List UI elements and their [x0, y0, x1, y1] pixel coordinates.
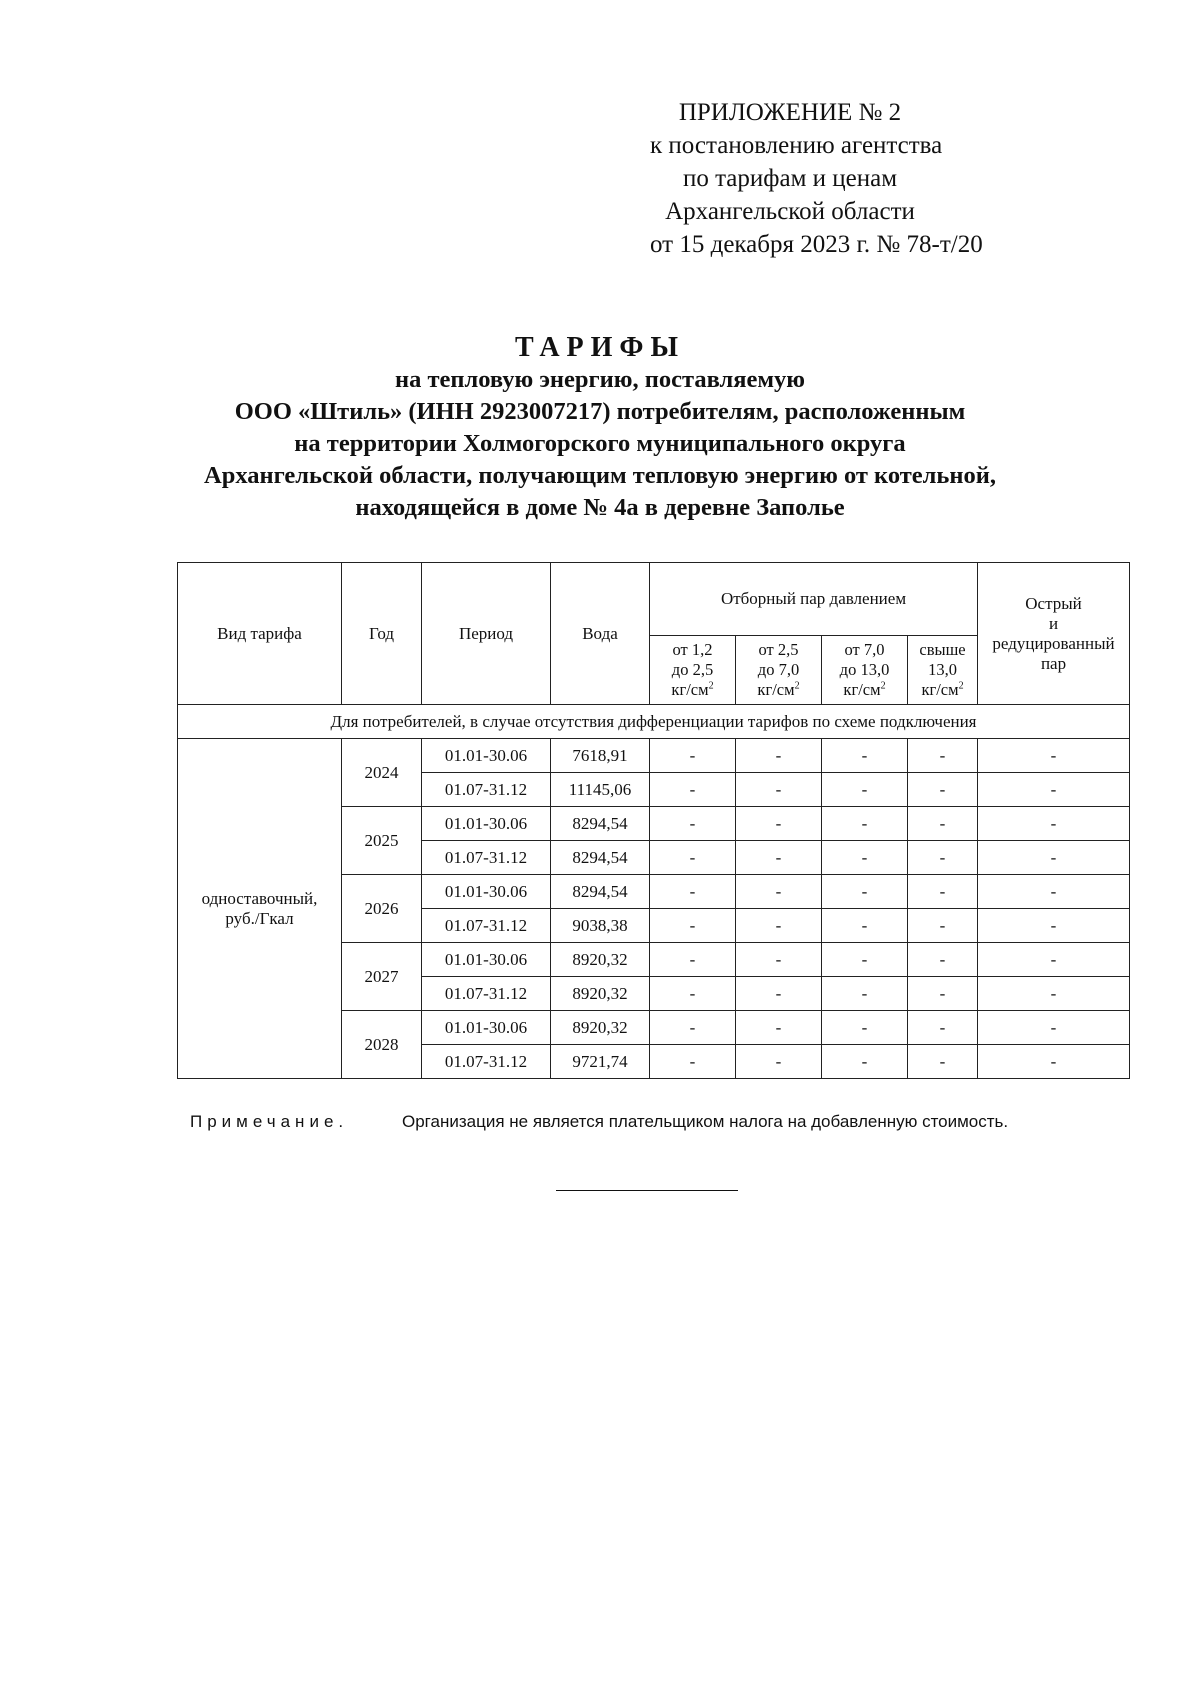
- header-sharp-steam: [978, 563, 1130, 705]
- annex-number: ПРИЛОЖЕНИЕ № 2: [678, 99, 902, 126]
- s1-cell: -: [650, 977, 736, 1011]
- header-steam-group: Отборный пар давлением: [650, 563, 978, 636]
- year-cell: 2027: [342, 943, 422, 1011]
- annex-date-number: от 15 декабря 2023 г. № 78-т/20: [650, 231, 983, 258]
- sharp-cell: -: [978, 1011, 1130, 1045]
- period-cell: 01.07-31.12: [422, 977, 551, 1011]
- title-line-4: Архангельской области, получающим тепловую энергию от котельной,: [204, 462, 996, 489]
- s3-cell: -: [822, 909, 908, 943]
- s3-cell: -: [822, 977, 908, 1011]
- s4-cell: -: [908, 807, 978, 841]
- year-cell: 2024: [342, 739, 422, 807]
- tariff-name-line-1: одноставочный,: [201, 888, 318, 908]
- year-cell: 2026: [342, 875, 422, 943]
- year-cell: 2025: [342, 807, 422, 875]
- s1-cell: -: [650, 739, 736, 773]
- note: [190, 1112, 1150, 1132]
- period-cell: 01.01-30.06: [422, 739, 551, 773]
- closing-rule: [556, 1190, 738, 1191]
- tariff-table: [177, 562, 1130, 1079]
- s1-cell: -: [650, 1011, 736, 1045]
- title-line-2: ООО «Штиль» (ИНН 2923007217) потребителям, расположенным: [234, 398, 966, 425]
- s3-cell: -: [822, 807, 908, 841]
- header-steam-1: от 1,2 до 2,5 $кг/см^2$: [650, 636, 736, 705]
- header-steam-3: от 7,0 до 13,0 $кг/см^2$: [822, 636, 908, 705]
- s2-cell: -: [736, 773, 822, 807]
- s2-cell: -: [736, 807, 822, 841]
- s4-cell: -: [908, 909, 978, 943]
- period-cell: 01.01-30.06: [422, 943, 551, 977]
- s2-cell: -: [736, 1011, 822, 1045]
- header-tariff-type: Вид тарифа: [178, 563, 342, 705]
- s2-cell: -: [736, 943, 822, 977]
- s4-cell: -: [908, 943, 978, 977]
- s3-cell: -: [822, 739, 908, 773]
- s3-cell: -: [822, 841, 908, 875]
- period-cell: 01.01-30.06: [422, 875, 551, 909]
- water-cell: 8920,32: [551, 943, 650, 977]
- annex-line-3: по тарифам и ценам: [682, 165, 898, 192]
- note-text: Организация не является плательщиком налога на добавленную стоимость.: [402, 1112, 1009, 1131]
- header-steam-4: свыше 13,0 $кг/см^2$: [908, 636, 978, 705]
- water-cell: 7618,91: [551, 739, 650, 773]
- annex-header: [650, 96, 983, 261]
- s1-cell: -: [650, 909, 736, 943]
- document-title: [150, 330, 1050, 524]
- s4-cell: -: [908, 1011, 978, 1045]
- s2-cell: -: [736, 977, 822, 1011]
- water-cell: 8294,54: [551, 807, 650, 841]
- sharp-cell: -: [978, 807, 1130, 841]
- s3-cell: -: [822, 943, 908, 977]
- tariff-name-cell: [178, 739, 342, 1079]
- s3-cell: -: [822, 1045, 908, 1079]
- sharp-cell: -: [978, 909, 1130, 943]
- s4-cell: -: [908, 773, 978, 807]
- sharp-steam-line-3: редуцированный: [992, 633, 1115, 653]
- year-cell: 2028: [342, 1011, 422, 1079]
- s2-cell: -: [736, 909, 822, 943]
- s1-cell: -: [650, 807, 736, 841]
- s4-cell: -: [908, 739, 978, 773]
- title-line-5: находящейся в доме № 4а в деревне Заполье: [355, 494, 845, 521]
- period-cell: 01.07-31.12: [422, 909, 551, 943]
- note-label: Примечание.: [190, 1112, 349, 1131]
- period-cell: 01.07-31.12: [422, 773, 551, 807]
- sharp-cell: -: [978, 1045, 1130, 1079]
- s3-cell: -: [822, 773, 908, 807]
- sharp-steam-line-1: Острый: [1025, 593, 1082, 613]
- period-cell: 01.01-30.06: [422, 1011, 551, 1045]
- header-year: Год: [342, 563, 422, 705]
- header-steam-2: от 2,5 до 7,0 $кг/см^2$: [736, 636, 822, 705]
- sharp-cell: -: [978, 773, 1130, 807]
- period-cell: 01.07-31.12: [422, 841, 551, 875]
- sharp-cell: -: [978, 875, 1130, 909]
- water-cell: 8920,32: [551, 977, 650, 1011]
- s2-cell: -: [736, 1045, 822, 1079]
- s2-cell: -: [736, 841, 822, 875]
- water-cell: 9721,74: [551, 1045, 650, 1079]
- s1-cell: -: [650, 841, 736, 875]
- water-cell: 8294,54: [551, 841, 650, 875]
- s4-cell: -: [908, 875, 978, 909]
- title-line-1: на тепловую энергию, поставляемую: [394, 366, 806, 393]
- period-cell: 01.01-30.06: [422, 807, 551, 841]
- s4-cell: -: [908, 1045, 978, 1079]
- sharp-cell: -: [978, 841, 1130, 875]
- title-line-3: на территории Холмогорского муниципального округа: [294, 430, 906, 457]
- s4-cell: -: [908, 977, 978, 1011]
- section-label: Для потребителей, в случае отсутствия дифференциации тарифов по схеме подключения: [178, 705, 1130, 739]
- s1-cell: -: [650, 943, 736, 977]
- header-period: Период: [422, 563, 551, 705]
- water-cell: 8920,32: [551, 1011, 650, 1045]
- tariff-name-line-2: руб./Гкал: [225, 908, 294, 928]
- s1-cell: -: [650, 773, 736, 807]
- header-water: Вода: [551, 563, 650, 705]
- sharp-cell: -: [978, 739, 1130, 773]
- s2-cell: -: [736, 739, 822, 773]
- title-heading: ТАРИФЫ: [515, 332, 685, 363]
- annex-line-4: Архангельской области: [665, 198, 915, 225]
- s1-cell: -: [650, 1045, 736, 1079]
- annex-line-2: к постановлению агентства: [650, 132, 943, 159]
- s1-cell: -: [650, 875, 736, 909]
- sharp-steam-line-2: и: [1048, 613, 1059, 633]
- sharp-steam-line-4: пар: [1040, 653, 1067, 673]
- s3-cell: -: [822, 875, 908, 909]
- period-cell: 01.07-31.12: [422, 1045, 551, 1079]
- s2-cell: -: [736, 875, 822, 909]
- water-cell: 9038,38: [551, 909, 650, 943]
- water-cell: 11145,06: [551, 773, 650, 807]
- s3-cell: -: [822, 1011, 908, 1045]
- table-row: [178, 739, 1130, 773]
- s4-cell: -: [908, 841, 978, 875]
- water-cell: 8294,54: [551, 875, 650, 909]
- sharp-cell: -: [978, 943, 1130, 977]
- sharp-cell: -: [978, 977, 1130, 1011]
